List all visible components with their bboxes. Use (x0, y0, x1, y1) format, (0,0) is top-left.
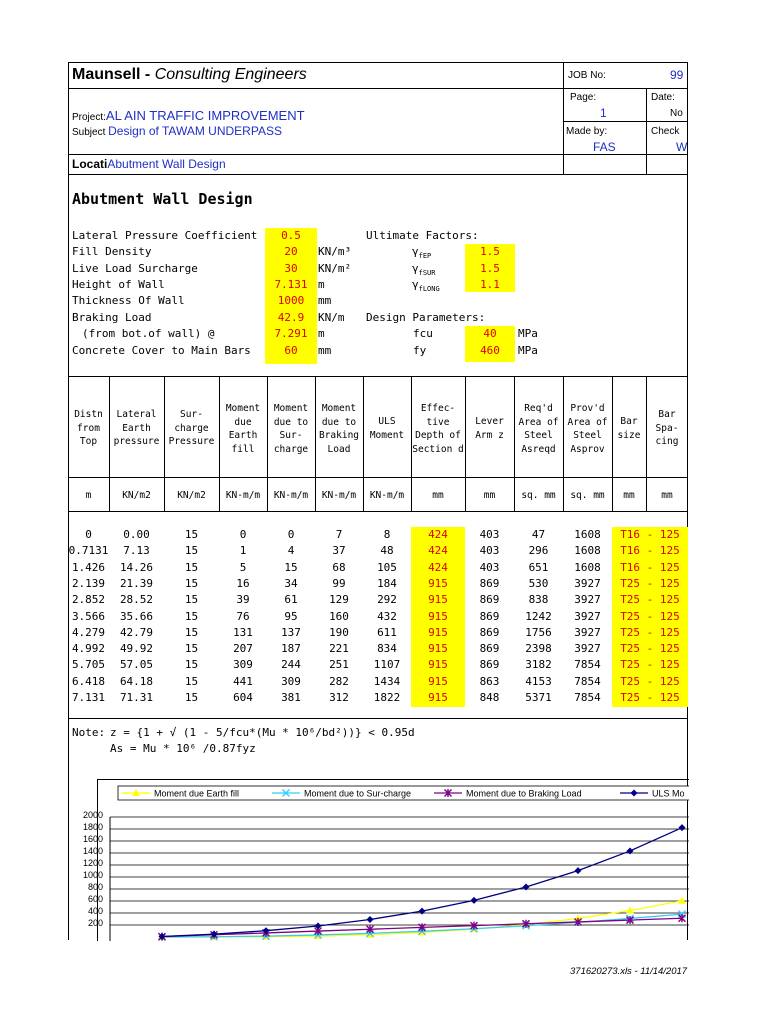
table-cell: T25 - 125 (620, 658, 680, 672)
design-parameters-title: Design Parameters: (366, 311, 486, 324)
table-cell: T16 - 125 (620, 560, 680, 574)
param-unit: mm (318, 344, 332, 357)
param-value-input[interactable]: 0.5 (281, 229, 301, 242)
table-cell: 441 (233, 674, 253, 688)
legend-label: Moment due to Sur-charge (304, 788, 412, 799)
column-header: Moment due Earth fill (225, 403, 261, 455)
unit-label: KN-m/m (273, 490, 309, 501)
table-cell: 71.31 (119, 691, 154, 704)
param-unit: m (318, 327, 325, 340)
table-cell: 869 (479, 658, 500, 672)
table-cell: 0 (85, 528, 92, 541)
table-cell: 37 (332, 544, 346, 558)
table-cell: 3927 (574, 593, 601, 607)
table-cell: 34 (284, 576, 298, 590)
ultimate-factors-title: Ultimate Factors: (366, 229, 479, 242)
table-cell: 915 (428, 691, 448, 704)
table-cell: 1242 (525, 609, 552, 623)
table-cell: 7854 (574, 674, 601, 688)
made-by-value: FAS (593, 140, 616, 154)
table-cell: 3927 (574, 642, 601, 656)
table-cell: 15 (184, 593, 199, 607)
data-point (471, 897, 478, 904)
table-cell: 15 (184, 691, 199, 704)
column-header: Sur- charge Pressure (168, 409, 215, 447)
param-value-input[interactable]: 7.131 (274, 278, 308, 291)
table-cell: 4.279 (71, 625, 106, 639)
project-row: Project:AL AIN TRAFFIC IMPROVEMENT (72, 108, 305, 123)
design-param-name: fy (413, 344, 427, 357)
page-title: Abutment Wall Design (72, 190, 253, 208)
table-cell: 6.418 (71, 674, 106, 688)
unit-label: mm (661, 490, 673, 501)
table-cell: 15 (184, 576, 199, 590)
unit-label: sq. mm (521, 490, 556, 501)
table-cell: 4.992 (71, 642, 106, 656)
param-label: Braking Load (72, 311, 152, 324)
table-cell: 0.00 (123, 528, 150, 541)
table-cell: 309 (233, 658, 253, 672)
param-label: Lateral Pressure Coefficient (72, 229, 258, 242)
job-number: 99 (670, 68, 684, 82)
param-label: Fill Density (72, 245, 152, 258)
table-cell: 7854 (574, 691, 601, 704)
table-cell: 2.139 (71, 576, 106, 590)
table-cell: 915 (428, 609, 448, 623)
note-label: Note: (72, 726, 106, 739)
y-tick-label: 2000 (82, 810, 103, 820)
note-formula-z: z = {1 + √ (1 - 5/fcu*(Mu * 10⁶/bd²))} < 0.95d (110, 726, 415, 739)
unit-label: mm (623, 490, 635, 501)
y-tick-label: 1400 (82, 846, 103, 856)
y-tick-label: 1200 (82, 858, 103, 868)
table-cell: 424 (428, 528, 448, 541)
made-by-label: Made by: (566, 126, 608, 137)
column-header: Lever Arm z (475, 416, 504, 441)
y-tick-label: 800 (87, 882, 103, 892)
param-label: Thickness Of Wall (72, 294, 185, 307)
unit-label: KN/m2 (122, 490, 151, 501)
table-cell: 221 (329, 642, 349, 656)
table-cell: 432 (377, 609, 397, 623)
table-cell: 39 (236, 593, 250, 607)
column-header: Bar Spa- cing (655, 409, 679, 447)
table-cell: 49.92 (119, 642, 154, 656)
factor-symbol: $\gamma_{fEP}$ (412, 245, 432, 261)
table-cell: 403 (479, 528, 500, 541)
data-point (367, 916, 374, 923)
table-cell: 0.7131 (68, 544, 109, 558)
table-cell: 47 (531, 528, 546, 541)
y-tick-label: 400 (87, 906, 103, 916)
table-cell: 312 (329, 691, 349, 704)
table-cell: 381 (281, 691, 301, 704)
column-header: Moment due to Sur- charge (273, 403, 309, 455)
table-cell: 5.705 (71, 658, 106, 672)
table-cell: 424 (428, 544, 448, 558)
table-cell: 131 (233, 625, 253, 639)
location-row: LocatiAbutment Wall Design (72, 157, 226, 171)
chart-svg (98, 780, 689, 941)
table-cell: 48 (380, 544, 394, 558)
table-cell: 15 (184, 560, 199, 574)
table-cell: 7.131 (71, 691, 106, 704)
y-tick-label: 1000 (82, 870, 103, 880)
table-cell: 57.05 (119, 658, 154, 672)
page-number: 1 (600, 106, 607, 120)
y-tick-label: 1600 (82, 834, 103, 844)
table-cell: 309 (281, 674, 301, 688)
table-cell: 68 (332, 560, 346, 574)
unit-label: KN-m/m (369, 490, 405, 501)
param-value-input[interactable]: 20 (284, 245, 298, 258)
table-cell: 4 (287, 544, 295, 558)
date-label: Date: (651, 92, 675, 103)
table-cell: 3927 (574, 609, 601, 623)
table-cell: 244 (281, 658, 301, 672)
factor-value-input[interactable]: 1.1 (480, 278, 500, 291)
table-cell: 838 (528, 593, 549, 607)
param-value-input[interactable]: 42.9 (277, 311, 305, 324)
table-cell: 129 (329, 593, 349, 607)
table-cell: 2398 (525, 642, 552, 656)
legend-label: Moment due to Braking Load (466, 788, 582, 799)
param-label: Height of Wall (72, 278, 165, 291)
table-cell: 190 (329, 625, 349, 639)
param-unit: KN/m (318, 311, 345, 324)
factor-value-input[interactable]: 1.5 (480, 262, 500, 275)
table-cell: T25 - 125 (620, 625, 680, 639)
table-cell: 1107 (373, 658, 401, 672)
legend-label: ULS Mo (652, 788, 685, 799)
unit-label: KN-m/m (321, 490, 357, 501)
param-value-input[interactable]: 60 (284, 344, 298, 357)
table-cell: 105 (377, 560, 397, 574)
column-header: Distn from Top (74, 409, 103, 447)
param-unit: KN/m² (318, 262, 352, 275)
table-cell: 207 (233, 642, 253, 656)
column-header: Req'd Area of Steel Asreqd (518, 403, 559, 455)
param-unit: KN/m³ (318, 245, 352, 258)
table-cell: 16 (236, 576, 250, 590)
table-cell: 7 (335, 528, 343, 541)
table-cell: 0 (239, 528, 247, 541)
param-label: Live Load Surcharge (72, 262, 198, 275)
table-cell: 869 (479, 642, 500, 656)
data-point (523, 883, 530, 890)
data-point (627, 847, 634, 854)
table-cell: 915 (428, 674, 448, 688)
table-cell: 3.566 (71, 609, 106, 623)
table-cell: 28.52 (119, 593, 154, 607)
table-cell: 7854 (574, 658, 601, 672)
table-cell: 1756 (525, 625, 552, 639)
checked-label: Check (651, 126, 680, 137)
param-value-input[interactable]: 7.291 (274, 327, 308, 340)
param-value-input[interactable]: 1000 (277, 294, 305, 307)
table-cell: 424 (428, 560, 448, 574)
table-cell: 1608 (574, 560, 601, 574)
param-value-input[interactable]: 30 (284, 262, 298, 275)
table-cell: T25 - 125 (620, 609, 680, 623)
table-cell: T25 - 125 (620, 576, 680, 590)
data-point (575, 867, 582, 874)
table-cell: T25 - 125 (620, 642, 680, 656)
table-cell: 15 (184, 609, 199, 623)
unit-label: mm (483, 490, 496, 501)
table-cell: T25 - 125 (620, 674, 680, 688)
table-cell: 915 (428, 576, 448, 590)
table-cell: 869 (479, 576, 500, 590)
table-cell: 403 (479, 544, 500, 558)
table-cell: 21.39 (119, 576, 154, 590)
table-cell: 15 (184, 674, 199, 688)
table-cell: 604 (233, 691, 253, 704)
table-cell: 915 (428, 658, 448, 672)
design-param-unit: MPa (518, 327, 538, 340)
table-cell: 99 (332, 576, 346, 590)
table-cell: 869 (479, 609, 500, 623)
note-formula-as: As = Mu * 10⁶ /0.87fyz (110, 742, 256, 755)
y-tick-label: 200 (87, 918, 103, 928)
table-cell: 915 (428, 593, 448, 607)
design-param-input[interactable]: 460 (480, 344, 500, 357)
table-cell: 530 (528, 576, 549, 590)
param-label: Concrete Cover to Main Bars (72, 344, 251, 357)
unit-label: mm (432, 490, 444, 501)
table-cell: 187 (281, 642, 301, 656)
table-cell: 1.426 (71, 560, 106, 574)
table-cell: 160 (329, 609, 349, 623)
table-cell: 1 (239, 544, 247, 558)
table-cell: T25 - 125 (620, 593, 680, 607)
table-cell: 651 (528, 560, 549, 574)
table-cell: 1434 (373, 674, 401, 688)
table-cell: 15 (184, 625, 199, 639)
factor-symbol: $\gamma_{fSUR}$ (412, 262, 436, 278)
footer-file-info: 371620273.xls - 11/14/2017 (570, 966, 688, 977)
table-cell: 863 (479, 674, 500, 688)
data-point (679, 824, 686, 831)
table-cell: 915 (428, 642, 448, 656)
data-point (419, 908, 426, 915)
table-cell: 95 (284, 609, 298, 623)
param-label: (from bot.of wall) @ (82, 327, 215, 340)
table-cell: 5371 (525, 691, 552, 704)
table-cell: 848 (479, 691, 500, 704)
data-point (678, 897, 686, 904)
table-cell: 282 (329, 674, 349, 688)
factor-value-input[interactable]: 1.5 (480, 245, 500, 258)
table-cell: 834 (377, 642, 397, 656)
table-cell: 15 (184, 544, 199, 558)
table-cell: 15 (184, 528, 199, 541)
table-cell: 4153 (525, 674, 552, 688)
table-cell: 15 (284, 560, 298, 574)
table-cell: 296 (528, 544, 549, 558)
table-cell: 869 (479, 593, 500, 607)
column-header: Lateral Earth pressure (113, 409, 160, 447)
y-tick-label: 600 (87, 894, 103, 904)
table-cell: 3927 (574, 576, 601, 590)
table-cell: 2.852 (71, 593, 106, 607)
table-cell: 0 (287, 528, 295, 541)
table-cell: 8 (383, 528, 391, 541)
param-unit: mm (318, 294, 332, 307)
design-param-name: fcu (413, 327, 433, 340)
column-header: Bar size (617, 416, 641, 441)
table-cell: 403 (479, 560, 500, 574)
unit-label: m (85, 490, 92, 501)
table-cell: 76 (236, 609, 250, 623)
column-header: Effec- tive Depth of Section d (412, 403, 464, 455)
table-cell: 35.66 (119, 609, 154, 623)
table-cell: 15 (184, 658, 199, 672)
table-cell: 15 (184, 642, 199, 656)
table-cell: T16 - 125 (620, 544, 680, 558)
param-unit: m (318, 278, 325, 291)
subject-row: Subject Design of TAWAM UNDERPASS (72, 124, 282, 138)
legend-label: Moment due Earth fill (154, 788, 240, 799)
table-cell: T16 - 125 (620, 528, 680, 541)
table-cell: 184 (377, 576, 397, 590)
unit-label: sq. mm (570, 490, 605, 501)
table-cell: 137 (281, 625, 301, 639)
design-param-unit: MPa (518, 344, 538, 357)
company-name: Maunsell - Consulting Engineers (72, 66, 307, 83)
table-cell: 14.26 (119, 560, 154, 574)
table-cell: 611 (377, 625, 397, 639)
table-cell: 42.79 (119, 625, 154, 639)
unit-label: KN-m/m (225, 490, 261, 501)
table-cell: 251 (329, 658, 349, 672)
checked-value: W (676, 140, 688, 154)
table-cell: 64.18 (119, 674, 154, 688)
moment-chart (97, 779, 689, 941)
unit-label: KN/m2 (177, 490, 206, 501)
table-cell: 292 (377, 593, 397, 607)
table-cell: 3927 (574, 625, 601, 639)
table-cell: 1822 (373, 691, 401, 704)
y-tick-label: 1800 (82, 822, 103, 832)
factor-symbol: $\gamma_{fLONG}$ (412, 278, 440, 294)
table-cell: 1608 (574, 544, 601, 558)
table-cell: 869 (479, 625, 500, 639)
table-cell: 5 (239, 560, 247, 574)
table-cell: 7.13 (123, 544, 150, 558)
column-header: Moment due to Braking Load (318, 403, 360, 455)
table-cell: 3182 (525, 658, 552, 672)
job-label: JOB No: (568, 70, 606, 81)
table-cell: 1608 (574, 528, 601, 541)
column-header: ULS Moment (369, 416, 405, 441)
date-value: No (670, 108, 683, 119)
table-cell: 915 (428, 625, 448, 639)
page-label: Page: (570, 92, 597, 103)
table-cell: 61 (284, 593, 298, 607)
column-header: Prov'd Area of Steel Asprov (567, 403, 608, 455)
table-cell: T25 - 125 (620, 691, 680, 704)
design-param-input[interactable]: 40 (483, 327, 497, 340)
